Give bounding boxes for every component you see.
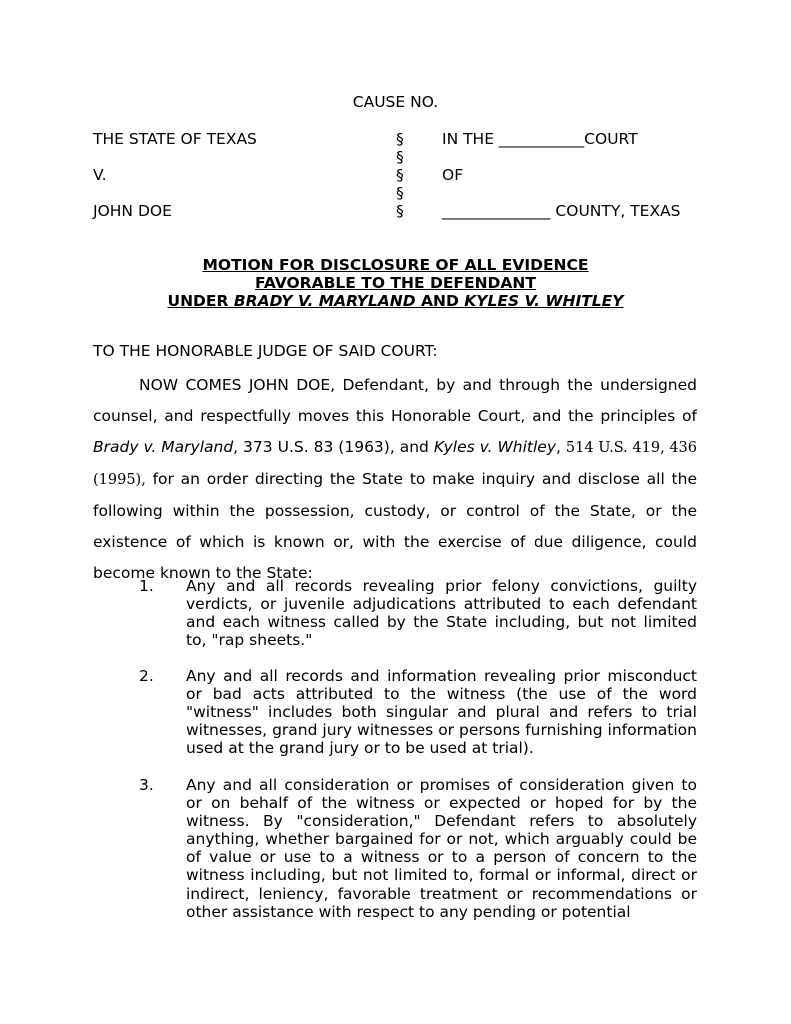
section-symbol: §: [396, 148, 404, 166]
caption-court: IN THE ___________COURT: [442, 130, 638, 148]
list-item-text: Any and all records revealing prior felony convictions, guilty verdicts, or juvenile adjudications attributed to each defendant and each witness called by the State including, but not limited to, "rap sheets.": [186, 577, 697, 650]
list-item-text: Any and all records and information revealing prior misconduct or bad acts attributed to the witness (the use of the word "witness" includes both singular and plural and refers to trial witnesses, grand jury witnesses or persons furnishing information used at the grand jury or to be used at trial).: [186, 667, 697, 758]
salutation: TO THE HONORABLE JUDGE OF SAID COURT:: [93, 342, 438, 360]
title-case-brady: BRADY V. MARYLAND: [233, 292, 416, 310]
caption-versus: V.: [93, 166, 107, 184]
body-text: for an order directing the State to make inquiry and disclose all the following within the possession, custody, or control of the State, or the existence of which is known or, with the exercise of due diligence, could become known to the State:: [93, 470, 697, 582]
section-symbol: §: [396, 130, 404, 148]
caption-of: OF: [442, 166, 464, 184]
list-item-number: 1.: [139, 577, 154, 595]
case-citation-kyles: Kyles v. Whitley: [433, 438, 557, 456]
list-item-number: 2.: [139, 667, 154, 685]
section-symbol: §: [396, 166, 404, 184]
caption-county: ______________ COUNTY, TEXAS: [442, 202, 681, 220]
case-citation-brady: Brady v. Maryland: [93, 438, 234, 456]
section-symbol: §: [396, 184, 404, 202]
caption-party-state: THE STATE OF TEXAS: [93, 130, 257, 148]
list-item-number: 3.: [139, 776, 154, 794]
title-and: AND: [415, 292, 465, 310]
section-symbol: §: [396, 202, 404, 220]
title-line-1: MOTION FOR DISCLOSURE OF ALL EVIDENCE: [202, 256, 589, 274]
title-line-2: FAVORABLE TO THE DEFENDANT: [255, 274, 536, 292]
body-paragraph: [93, 370, 697, 589]
caption-party-defendant: JOHN DOE: [93, 202, 172, 220]
body-text: NOW COMES JOHN DOE, Defendant, by and through the undersigned counsel, and respectfully moves this Honorable Court, and the principles of: [93, 376, 697, 425]
title-case-kyles: KYLES V. WHITLEY: [464, 292, 624, 310]
reporter-citation: 514 U.S. 419, 436 (1995),: [93, 440, 698, 488]
title-prefix: UNDER: [167, 292, 234, 310]
cause-number: CAUSE NO.: [352, 93, 439, 111]
title-line-3: [0, 292, 791, 310]
body-text: , 373 U.S. 83 (1963), and: [233, 438, 434, 456]
list-item-text: Any and all consideration or promises of consideration given to or on behalf of the witness or expected or hoped for by the witness. By "consideration," Defendant refers to absolutely anything, whether bargained for or not, which arguably could be of value or use to a witness or to a person of concern to the witness including, but not limited to, formal or informal, direct or indirect, leniency, favorable treatment or recommendations or other assistance with respect to any pending or potential: [186, 776, 697, 921]
body-text: ,: [556, 438, 566, 456]
